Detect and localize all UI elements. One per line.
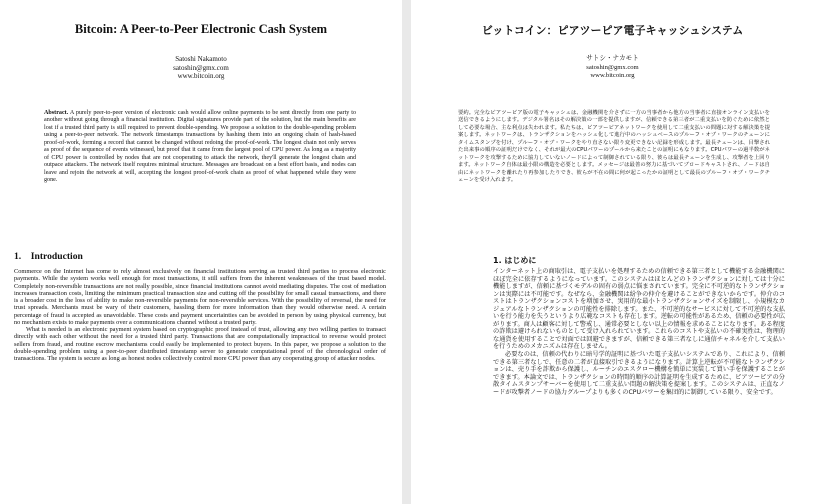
english-page [0, 0, 402, 504]
author-name-ja: サトシ・ナカモト [586, 55, 639, 62]
intro-paragraph-2-ja: 必要なのは、信頼の代わりに暗号学的証明に基づいた電子支払いシステムであり、これにより、信頼できる第三者なしで、任意の二者が直接取引できるようになります。計算上逆転が不可能なトランザクションは、売り手を詐欺から保護し、ルーチンのエスクロー機構を簡単に実装して買い手を保護することができます。本論文では、トランザクションの時間的順序の計算証明を生成するために、ピアツーピアの分散タイムスタンプサーバーを使用して二重支払い問題の解決策を提案します。このシステムは、正直なノードが攻撃者ノードの協力グループよりも多くのCPUパワーを集団的に制御している限り、安全です。 [493, 351, 785, 396]
paper-title: Bitcoin: A Peer-to-Peer Electronic Cash System [74, 22, 328, 36]
author-website: www.bitcoin.org [177, 72, 225, 81]
introduction-body-ja [493, 268, 785, 396]
abstract [44, 110, 356, 185]
introduction-body [14, 268, 386, 362]
author-block-ja [411, 55, 814, 81]
author-block [0, 55, 402, 81]
section-heading: 1. Introduction [14, 251, 83, 262]
abstract-text: A purely peer-to-peer version of electronic cash would allow online payments to be sent directly from one party to another without going through a financial institution. Digital signatures provide part of the solution, but the main benefits are lost if a trusted third party is still required to prevent double-spending. We propose a solution to the double-spending problem using a peer-to-peer network. The network timestamps transactions by hashing them into an ongoing chain of hash-based proof-of-work, forming a record that cannot be changed without redoing the proof-of-work. The longest chain not only serves as proof of the sequence of events witnessed, but proof that it came from the largest pool of CPU power. As long as a majority of CPU power is controlled by nodes that are not cooperating to attack the network, they'll generate the longest chain and outpace attackers. The network itself requires minimal structure. Messages are broadcast on a best effort basis, and nodes can leave and rejoin the network at will, accepting the longest proof-of-work chain as proof of what happened while they were gone. [44, 110, 357, 184]
paper-title-ja: ビットコイン：ピアツーピア電子キャッシュシステム [481, 24, 744, 37]
japanese-page [411, 0, 814, 504]
author-website-ja: www.bitcoin.org [590, 72, 635, 80]
intro-paragraph-1-ja: インターネット上の商取引は、電子支払いを処理するための信頼できる第三者として機能する金融機関にほぼ完全に依存するようになっています。このシステムはほとんどのトランザクションに対しては十分に機能しますが、信頼に基づくモデルの固有の弱点に悩まされています。完全に不可逆的なトランザクションは実際には不可能です。なぜなら、金融機関は紛争の仲介を避けることができないからです。仲介のコストはトランザクションコストを増加させ、実用的な最小トランザクションサイズを制限し、小規模なカジュアルなトランザクションの可能性を排除します。また、不可逆的なサービスに対して不可逆的な支払いを行う能力を失うというより広範なコストも存在します。逆転の可能性があるため、信頼の必要性が広がります。商人は顧客に対して警戒し、通常必要としない以上の情報を求めることになります。ある程度の詐欺は避けられないものとして受け入れられています。これらのコストや支払いの不確実性は、物理的な通貨を使用することで対面では回避できますが、信頼できる第三者なしに通信チャネルを介して支払いを行うためのメカニズムは存在しません。 [493, 268, 785, 351]
author-email-ja: satoshin@gmx.com [586, 63, 639, 71]
intro-paragraph-2: What is needed is an electronic payment system based on cryptographic proof instead of trust, allowing any two willing parties to transact directly with each other without the need for a trusted third party. Transactions that are computationally impractical to reverse would protect sellers from fraud, and routine escrow mechanisms could easily be implemented to protect buyers. In this paper, we propose a solution to the double-spending problem using a peer-to-peer distributed timestamp server to generate computational proof of the chronological order of transactions. The system is secure as long as honest nodes collectively control more CPU power than any cooperating group of attacker nodes. [14, 326, 386, 362]
abstract-ja: 要約。完全なピアツーピア版の電子キャッシュは、金融機関を介さずに一方の当事者から他方の当事者に直接オンライン支払いを送信できるようにします。デジタル署名はその解決策の一部を提供しますが、信頼できる第三者が二重支払いを防ぐために依然として必要な場合、主な利点は失われます。私たちは、ピアツーピアネットワークを使用して二重支払いの問題に対する解決策を提案します。ネットワークは、トランザクションをハッシュ化して進行中のハッシュベースのプルーフ・オブ・ワークのチェーンにタイムスタンプを付け、プルーフ・オブ・ワークをやり直さない限り変更できない記録を形成します。最長チェーンは、目撃された出来事の順序の証明だけでなく、それが最大のCPUパワーのプールから来たことの証明にもなります。CPUパワーの過半数がネットワークを攻撃するために協力していないノードによって制御されている限り、彼らは最長チェーンを生成し、攻撃者を上回ります。ネットワーク自体は最小限の構造を必要とします。メッセージは最善の努力に基づいてブロードキャストされ、ノードは自由にネットワークを離れたり再参加したりでき、彼らが不在の間に何が起こったかの証明として最長のプルーフ・オブ・ワークチェーンを受け入れます。 [458, 110, 770, 184]
section-heading-ja: 1. はじめに [493, 256, 537, 265]
intro-paragraph-1: Commerce on the Internet has come to rely almost exclusively on financial institutions serving as trusted third parties to process electronic payments. While the system works well enough for most transactions, it still suffers from the inherent weaknesses of the trust based model. Completely non-reversible transactions are not really possible, since financial institutions cannot avoid mediating disputes. The cost of mediation increases transaction costs, limiting the minimum practical transaction size and cutting off the possibility for small casual transactions, and there is a broader cost in the loss of ability to make non-reversible payments for non-reversible services. With the possibility of reversal, the need for trust spreads. Merchants must be wary of their customers, hassling them for more information than they would otherwise need. A certain percentage of fraud is accepted as unavoidable. These costs and payment uncertainties can be avoided in person by using physical currency, but no mechanism exists to make payments over a communications channel without a trusted party. [14, 268, 386, 326]
author-email: satoshin@gmx.com [173, 63, 229, 72]
abstract-label: Abstract. [44, 110, 69, 116]
author-name: Satoshi Nakamoto [175, 55, 227, 63]
